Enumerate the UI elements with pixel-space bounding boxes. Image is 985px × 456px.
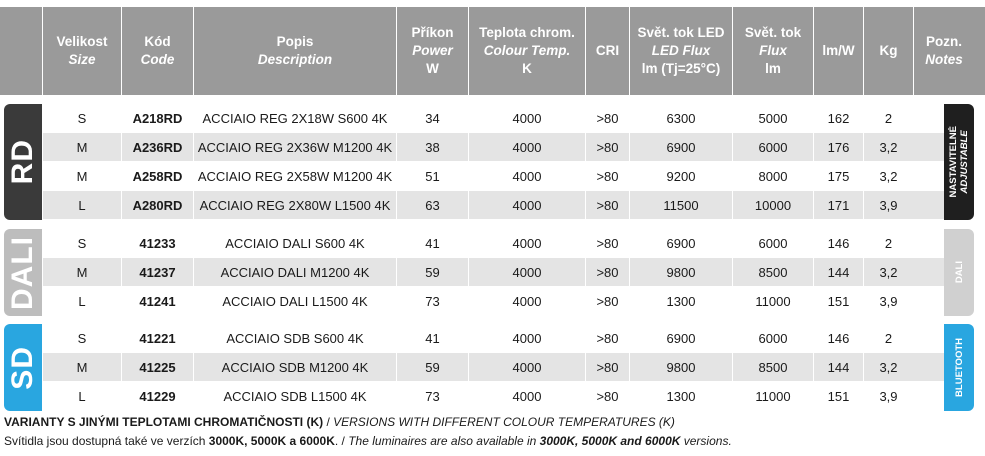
header-size (42, 7, 121, 95)
cell-temp: 4000 (468, 191, 585, 219)
cell-cri: >80 (585, 258, 629, 286)
cell-flux: 6000 (732, 229, 813, 257)
cell-flux: 8000 (732, 162, 813, 190)
cell-size: S (42, 324, 121, 352)
header-kg (863, 7, 913, 95)
cell-desc: ACCIAIO REG 2X18W S600 4K (193, 104, 396, 132)
group-rd (0, 104, 985, 220)
cell-flux: 8500 (732, 353, 813, 381)
header-code-en: Code (140, 52, 175, 67)
cell-lmw: 162 (813, 104, 863, 132)
group-side-tab (4, 324, 42, 411)
cell-size: S (42, 229, 121, 257)
header-notes (913, 7, 974, 95)
header-size-cs: Velikost (56, 34, 108, 49)
cell-size: M (42, 133, 121, 161)
cell-cri: >80 (585, 162, 629, 190)
header-lmw-label: lm/W (822, 43, 855, 58)
cell-power: 59 (396, 353, 468, 381)
cell-kg: 2 (863, 229, 913, 257)
footer-heading-en: VERSIONS WITH DIFFERENT COLOUR TEMPERATURES (K) (333, 415, 675, 429)
table-row (42, 382, 944, 410)
group-sd (0, 324, 985, 411)
cell-lmw: 151 (813, 287, 863, 315)
table-header (0, 0, 985, 95)
cell-kg: 3,2 (863, 353, 913, 381)
cell-cri: >80 (585, 287, 629, 315)
cell-kg: 3,2 (863, 258, 913, 286)
cell-code: 41237 (121, 258, 193, 286)
cell-kg: 3,9 (863, 191, 913, 219)
header-power-cs: Příkon (411, 25, 454, 40)
cell-kg: 3,2 (863, 133, 913, 161)
header-temp-en: Colour Temp. (483, 43, 571, 58)
table-row (42, 353, 944, 381)
cell-size: M (42, 162, 121, 190)
cell-code: 41233 (121, 229, 193, 257)
header-flux (732, 7, 813, 95)
cell-led-flux: 6900 (629, 229, 732, 257)
cell-led-flux: 6900 (629, 324, 732, 352)
table-row (42, 104, 944, 132)
cell-led-flux: 6300 (629, 104, 732, 132)
header-code (121, 7, 193, 95)
cell-power: 73 (396, 287, 468, 315)
table-row (42, 324, 944, 352)
cell-lmw: 146 (813, 229, 863, 257)
header-temp-cs: Teplota chrom. (479, 25, 575, 40)
cell-power: 63 (396, 191, 468, 219)
cell-temp: 4000 (468, 382, 585, 410)
header-code-cs: Kód (144, 34, 171, 49)
cell-power: 59 (396, 258, 468, 286)
cell-power: 41 (396, 229, 468, 257)
cell-led-flux: 9800 (629, 353, 732, 381)
cell-size: S (42, 104, 121, 132)
cell-desc: ACCIAIO DALI S600 4K (193, 229, 396, 257)
footer-note-e: 3000K, 5000K and 6000K (539, 434, 681, 448)
header-ledflux-en: LED Flux (651, 43, 711, 58)
header-power-unit: W (426, 61, 439, 76)
cell-temp: 4000 (468, 133, 585, 161)
cell-desc: ACCIAIO DALI L1500 4K (193, 287, 396, 315)
header-power (396, 7, 468, 95)
cell-size: L (42, 191, 121, 219)
table-row (42, 133, 944, 161)
cell-led-flux: 9200 (629, 162, 732, 190)
cell-temp: 4000 (468, 229, 585, 257)
header-flux-cs: Svět. tok (744, 25, 802, 40)
cell-power: 73 (396, 382, 468, 410)
cell-kg: 3,9 (863, 287, 913, 315)
cell-temp: 4000 (468, 287, 585, 315)
cell-size: L (42, 382, 121, 410)
cell-size: M (42, 258, 121, 286)
cell-size: M (42, 353, 121, 381)
cell-cri: >80 (585, 324, 629, 352)
group-side-label: DALI (6, 235, 39, 310)
cell-kg: 2 (863, 324, 913, 352)
header-kg-label: Kg (879, 43, 898, 58)
header-size-en: Size (68, 52, 96, 67)
footer-note-f: versions. (680, 434, 732, 448)
cell-lmw: 144 (813, 258, 863, 286)
cell-desc: ACCIAIO DALI M1200 4K (193, 258, 396, 286)
cell-led-flux: 6900 (629, 133, 732, 161)
footer-variants-note (4, 434, 732, 448)
group-note-tab (944, 104, 974, 220)
cell-cri: >80 (585, 229, 629, 257)
footer-note-a: Svítidla jsou dostupná také ve verzích (4, 434, 209, 448)
cell-lmw: 144 (813, 353, 863, 381)
header-power-en: Power (412, 43, 453, 58)
cell-kg: 3,2 (863, 162, 913, 190)
cell-code: A258RD (121, 162, 193, 190)
cell-code: A218RD (121, 104, 193, 132)
group-note-label: DALI (953, 261, 965, 284)
header-description (193, 7, 396, 95)
cell-lmw: 175 (813, 162, 863, 190)
cell-power: 51 (396, 162, 468, 190)
cell-code: A280RD (121, 191, 193, 219)
footer-heading-sep: / (323, 415, 334, 429)
cell-cri: >80 (585, 382, 629, 410)
cell-desc: ACCIAIO REG 2X58W M1200 4K (193, 162, 396, 190)
cell-desc: ACCIAIO SDB S600 4K (193, 324, 396, 352)
cell-lmw: 146 (813, 324, 863, 352)
cell-kg: 2 (863, 104, 913, 132)
header-cri-label: CRI (595, 43, 620, 58)
cell-flux: 8500 (732, 258, 813, 286)
cell-temp: 4000 (468, 353, 585, 381)
header-notes-cs: Pozn. (926, 34, 962, 49)
header-temp-unit: K (522, 61, 532, 76)
cell-code: 41241 (121, 287, 193, 315)
cell-flux: 11000 (732, 287, 813, 315)
group-note-label: BLUETOOTH (953, 338, 965, 397)
cell-desc: ACCIAIO SDB M1200 4K (193, 353, 396, 381)
table-row (42, 191, 944, 219)
group-note-label: NASTAVITELNÉ ADJUSTABLE (948, 126, 970, 198)
footer-note-d: The luminaires are also available in (348, 434, 540, 448)
group-side-label: RD (6, 139, 39, 185)
table-row (42, 229, 944, 257)
cell-cri: >80 (585, 133, 629, 161)
cell-led-flux: 1300 (629, 287, 732, 315)
header-ledflux-cs: Svět. tok LED (637, 25, 725, 40)
cell-desc: ACCIAIO REG 2X80W L1500 4K (193, 191, 396, 219)
cell-code: A236RD (121, 133, 193, 161)
cell-power: 34 (396, 104, 468, 132)
cell-flux: 10000 (732, 191, 813, 219)
header-flux-unit: lm (765, 61, 781, 76)
group-side-tab (4, 104, 42, 220)
header-notes-en: Notes (925, 52, 963, 67)
cell-cri: >80 (585, 353, 629, 381)
footer-note-c: . / (334, 434, 349, 448)
cell-temp: 4000 (468, 258, 585, 286)
group-note-tab (944, 324, 974, 411)
cell-desc: ACCIAIO REG 2X36W M1200 4K (193, 133, 396, 161)
cell-led-flux: 9800 (629, 258, 732, 286)
cell-lmw: 151 (813, 382, 863, 410)
header-desc-cs: Popis (276, 34, 314, 49)
cell-code: 41225 (121, 353, 193, 381)
group-side-label: SD (6, 345, 39, 390)
cell-temp: 4000 (468, 324, 585, 352)
table-row (42, 162, 944, 190)
group-dali (0, 229, 985, 316)
cell-code: 41229 (121, 382, 193, 410)
cell-code: 41221 (121, 324, 193, 352)
cell-flux: 6000 (732, 324, 813, 352)
header-cri (585, 7, 629, 95)
cell-temp: 4000 (468, 162, 585, 190)
header-led-flux (629, 7, 732, 95)
cell-led-flux: 1300 (629, 382, 732, 410)
cell-power: 41 (396, 324, 468, 352)
cell-power: 38 (396, 133, 468, 161)
footer-variants-heading (4, 415, 675, 429)
cell-flux: 11000 (732, 382, 813, 410)
table-row (42, 287, 944, 315)
header-colour-temp (468, 7, 585, 95)
cell-desc: ACCIAIO SDB L1500 4K (193, 382, 396, 410)
footer-heading-cs: VARIANTY S JINÝMI TEPLOTAMI CHROMATIČNOSTI (K) (4, 415, 324, 429)
header-ledflux-unit: lm (Tj=25°C) (641, 61, 721, 76)
header-lmw (813, 7, 863, 95)
cell-lmw: 171 (813, 191, 863, 219)
footer-note-b: 3000K, 5000K a 6000K (208, 434, 335, 448)
cell-flux: 6000 (732, 133, 813, 161)
header-flux-en: Flux (759, 43, 787, 58)
cell-cri: >80 (585, 191, 629, 219)
cell-size: L (42, 287, 121, 315)
cell-lmw: 176 (813, 133, 863, 161)
cell-flux: 5000 (732, 104, 813, 132)
cell-temp: 4000 (468, 104, 585, 132)
group-side-tab (4, 229, 42, 316)
group-note-tab (944, 229, 974, 316)
table-row (42, 258, 944, 286)
cell-cri: >80 (585, 104, 629, 132)
header-desc-en: Description (257, 52, 333, 67)
cell-kg: 3,9 (863, 382, 913, 410)
cell-led-flux: 11500 (629, 191, 732, 219)
